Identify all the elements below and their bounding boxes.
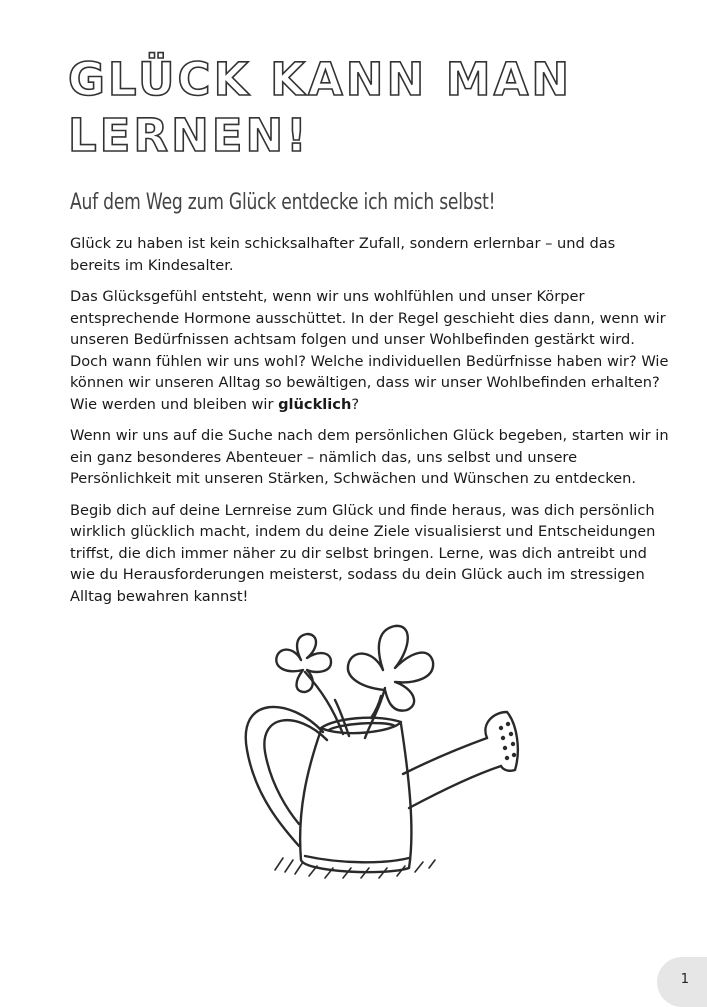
question-mark: ? — [351, 395, 360, 413]
page-subtitle: Auf dem Weg zum Glück entdecke ich mich selbst! — [70, 190, 496, 215]
paragraph-intro: Glück zu haben ist kein schicksalhafter Zufall, sondern erlernbar – und das bereits im Kindesalter. — [70, 235, 616, 274]
large-clover-icon — [348, 626, 433, 738]
paragraph-search: Wenn wir uns auf die Suche nach dem persönlichen Glück begeben, starten wir in ein ganz besonderes Abenteuer – nämlich das, uns selbst und unsere Persönlichkeit mit unseren Stärken, Schwächen und Wünschen zu entdecken. — [70, 427, 669, 487]
paragraph-journey: Begib dich auf deine Lernreise zum Glück und finde heraus, was dich persönlich wirklich glücklich macht, indem du deine Ziele visualisierst und Entscheidungen triffst, die dich immer näher zu dir selbst bringen. Lerne, was dich antreibt und wie du Herausforderungen meisterst, sodass du dein Glück auch im stressigen Alltag bewahren kannst! — [70, 501, 656, 605]
page-title: GLÜCK KANN MAN LERNEN! — [68, 53, 573, 162]
emphasis-gluecklich: glücklich — [278, 395, 352, 413]
paragraph-happiness-feeling — [70, 286, 670, 415]
page-number: 1 — [680, 972, 689, 987]
body-text — [70, 233, 670, 617]
watering-can-with-clovers-icon — [225, 600, 535, 904]
paragraph-happiness-text: Das Glücksgefühl entsteht, wenn wir uns wohlfühlen und unser Körper entsprechende Hormone ausschüttet. In der Regel geschieht dies dann, wenn wir unseren Bedürfnissen achtsam folgen und unser Wohlbefinden gestärkt wird. Doch wann fühlen wir uns wohl? Welche individuellen Bedürfnisse haben wir? Wie können wir unseren Alltag so bewältigen, dass wir unser Wohlbefinden erhalten? Wie werden und bleiben wir — [70, 288, 669, 413]
